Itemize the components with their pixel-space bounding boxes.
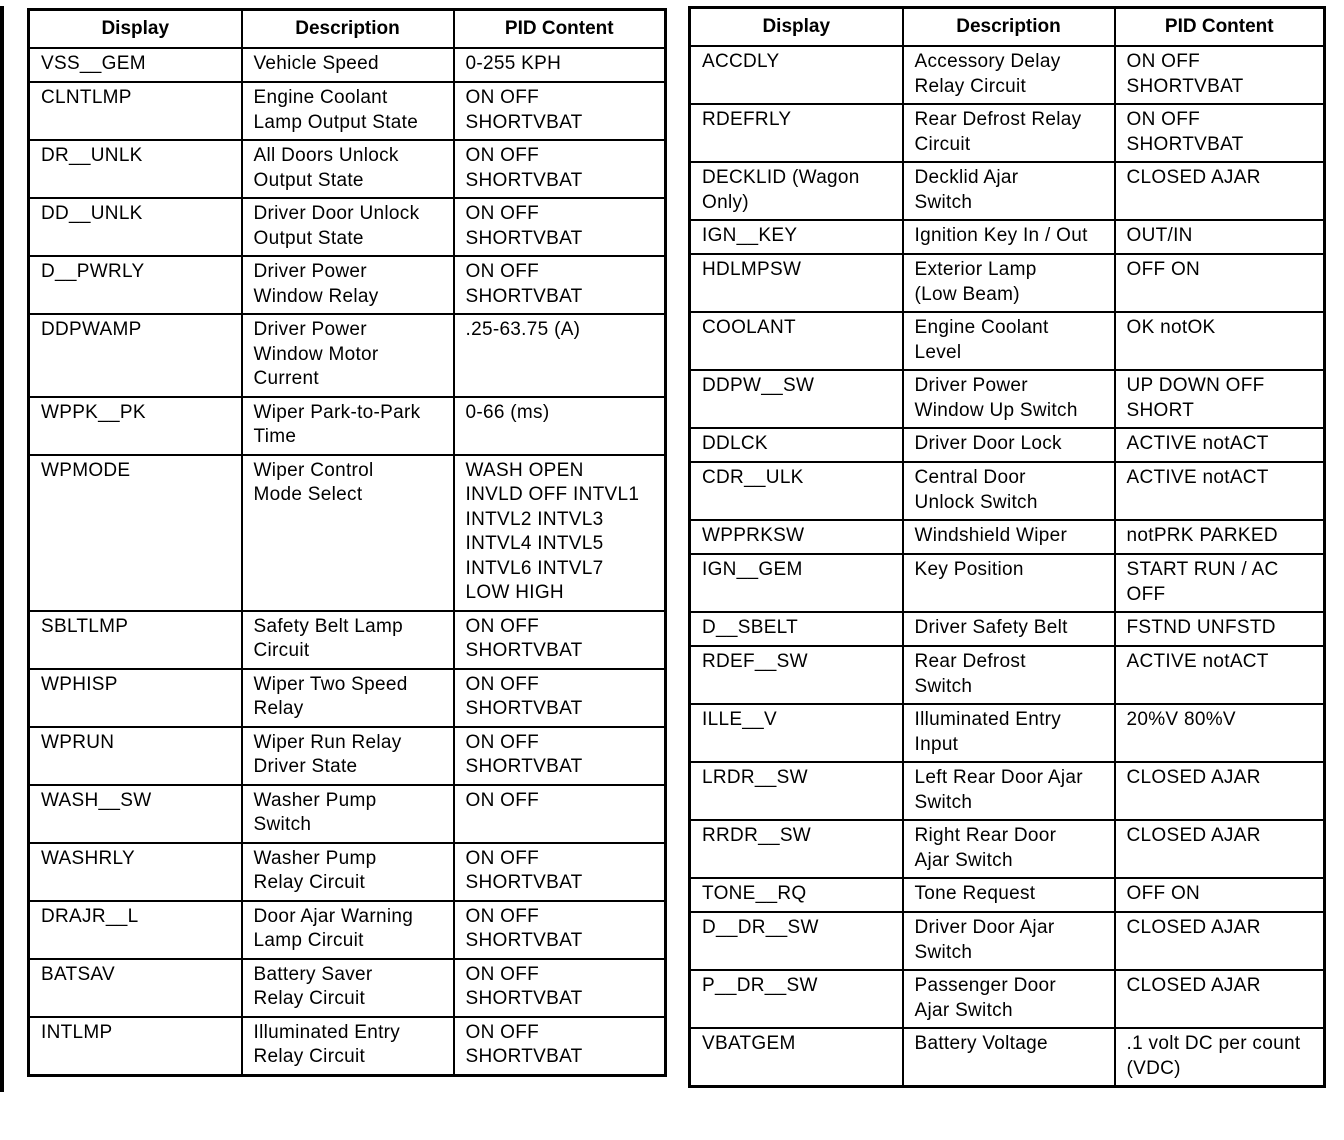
description-cell: Ignition Key In / Out — [903, 220, 1115, 254]
display-cell: D__DR__SW — [690, 912, 903, 970]
description-cell: Driver Safety Belt — [903, 612, 1115, 646]
description-cell: Wiper Control Mode Select — [242, 455, 454, 611]
description-cell: Vehicle Speed — [242, 48, 454, 82]
description-cell: All Doors Unlock Output State — [242, 140, 454, 198]
description-cell: Battery Voltage — [903, 1028, 1115, 1087]
header-pid-content: PID Content — [1115, 8, 1325, 47]
pid-content-cell: ACTIVE notACT — [1115, 462, 1325, 520]
pid-content-cell: 0-255 KPH — [454, 48, 666, 82]
display-cell: DDPWAMP — [29, 314, 242, 397]
pid-content-cell: CLOSED AJAR — [1115, 970, 1325, 1028]
display-cell: ILLE__V — [690, 704, 903, 762]
description-cell: Battery Saver Relay Circuit — [242, 959, 454, 1017]
display-cell: SBLTLMP — [29, 611, 242, 669]
display-cell: D__PWRLY — [29, 256, 242, 314]
description-cell: Wiper Park-to-Park Time — [242, 397, 454, 455]
description-cell: Tone Request — [903, 878, 1115, 912]
table-row — [690, 820, 1325, 878]
pid-content-cell: CLOSED AJAR — [1115, 820, 1325, 878]
description-cell: Driver Door Ajar Switch — [903, 912, 1115, 970]
display-cell: DRAJR__L — [29, 901, 242, 959]
pid-table-right — [688, 6, 1326, 1088]
pid-content-cell: ON OFF SHORTVBAT — [454, 843, 666, 901]
pid-content-cell: 0-66 (ms) — [454, 397, 666, 455]
table-row — [690, 554, 1325, 612]
description-cell: Decklid Ajar Switch — [903, 162, 1115, 220]
table-row — [29, 256, 666, 314]
table-row — [29, 843, 666, 901]
table-row — [690, 704, 1325, 762]
pid-content-cell: ON OFF SHORTVBAT — [454, 1017, 666, 1076]
display-cell: DR__UNLK — [29, 140, 242, 198]
pid-content-cell: WASH OPEN INVLD OFF INTVL1 INTVL2 INTVL3 INTVL4 INTVL5 INTVL6 INTVL7 LOW HIGH — [454, 455, 666, 611]
description-cell: Safety Belt Lamp Circuit — [242, 611, 454, 669]
description-cell: Exterior Lamp (Low Beam) — [903, 254, 1115, 312]
display-cell: WPPK__PK — [29, 397, 242, 455]
table-row — [690, 462, 1325, 520]
display-cell: WASHRLY — [29, 843, 242, 901]
display-cell: COOLANT — [690, 312, 903, 370]
display-cell: WPHISP — [29, 669, 242, 727]
table-row — [29, 959, 666, 1017]
pid-content-cell: CLOSED AJAR — [1115, 912, 1325, 970]
table-row — [690, 104, 1325, 162]
description-cell: Rear Defrost Relay Circuit — [903, 104, 1115, 162]
pid-content-cell: ACTIVE notACT — [1115, 646, 1325, 704]
header-row — [690, 8, 1325, 47]
description-cell: Washer Pump Relay Circuit — [242, 843, 454, 901]
table-row — [29, 82, 666, 140]
display-cell: LRDR__SW — [690, 762, 903, 820]
pid-content-cell: OFF ON — [1115, 878, 1325, 912]
table-row — [690, 46, 1325, 104]
description-cell: Key Position — [903, 554, 1115, 612]
description-cell: Illuminated Entry Relay Circuit — [242, 1017, 454, 1076]
display-cell: WPPRKSW — [690, 520, 903, 554]
table-row — [690, 762, 1325, 820]
display-cell: VSS__GEM — [29, 48, 242, 82]
pid-content-cell: OK notOK — [1115, 312, 1325, 370]
display-cell: IGN__KEY — [690, 220, 903, 254]
pid-content-cell: OFF ON — [1115, 254, 1325, 312]
pid-content-cell: ON OFF SHORTVBAT — [454, 901, 666, 959]
table-row — [29, 785, 666, 843]
display-cell: DD__UNLK — [29, 198, 242, 256]
table-row — [690, 1028, 1325, 1087]
description-cell: Rear Defrost Switch — [903, 646, 1115, 704]
display-cell: VBATGEM — [690, 1028, 903, 1087]
pid-content-cell: .1 volt DC per count (VDC) — [1115, 1028, 1325, 1087]
description-cell: Central Door Unlock Switch — [903, 462, 1115, 520]
description-cell: Driver Door Lock — [903, 428, 1115, 462]
pid-content-cell: START RUN / AC OFF — [1115, 554, 1325, 612]
header-pid-content: PID Content — [454, 10, 666, 49]
display-cell: RDEF__SW — [690, 646, 903, 704]
pid-content-cell: ACTIVE notACT — [1115, 428, 1325, 462]
table-row — [29, 314, 666, 397]
description-cell: Engine Coolant Level — [903, 312, 1115, 370]
display-cell: P__DR__SW — [690, 970, 903, 1028]
table-row — [29, 198, 666, 256]
description-cell: Wiper Two Speed Relay — [242, 669, 454, 727]
pid-content-cell: ON OFF — [454, 785, 666, 843]
display-cell: CDR__ULK — [690, 462, 903, 520]
pid-content-cell: ON OFF SHORTVBAT — [454, 198, 666, 256]
display-cell: RDEFRLY — [690, 104, 903, 162]
header-row — [29, 10, 666, 49]
scan-edge-mark — [0, 6, 4, 1092]
pid-content-cell: UP DOWN OFF SHORT — [1115, 370, 1325, 428]
table-row — [690, 370, 1325, 428]
pid-content-cell: ON OFF SHORTVBAT — [454, 669, 666, 727]
display-cell: RRDR__SW — [690, 820, 903, 878]
display-cell: IGN__GEM — [690, 554, 903, 612]
pid-content-cell: ON OFF SHORTVBAT — [454, 140, 666, 198]
display-cell: WPMODE — [29, 455, 242, 611]
description-cell: Engine Coolant Lamp Output State — [242, 82, 454, 140]
description-cell: Wiper Run Relay Driver State — [242, 727, 454, 785]
display-cell: CLNTLMP — [29, 82, 242, 140]
description-cell: Driver Power Window Relay — [242, 256, 454, 314]
table-row — [29, 455, 666, 611]
table-row — [690, 220, 1325, 254]
pid-content-cell: OUT/IN — [1115, 220, 1325, 254]
table-row — [690, 254, 1325, 312]
display-cell: DDLCK — [690, 428, 903, 462]
pid-content-cell: .25-63.75 (A) — [454, 314, 666, 397]
display-cell: ACCDLY — [690, 46, 903, 104]
right-table-body — [690, 46, 1325, 1087]
display-cell: DDPW__SW — [690, 370, 903, 428]
table-row — [29, 669, 666, 727]
table-row — [690, 912, 1325, 970]
description-cell: Driver Power Window Motor Current — [242, 314, 454, 397]
table-row — [690, 878, 1325, 912]
description-cell: Right Rear Door Ajar Switch — [903, 820, 1115, 878]
display-cell: TONE__RQ — [690, 878, 903, 912]
table-row — [29, 727, 666, 785]
pid-content-cell: ON OFF SHORTVBAT — [454, 959, 666, 1017]
table-row — [690, 312, 1325, 370]
pid-content-cell: ON OFF SHORTVBAT — [1115, 46, 1325, 104]
description-cell: Illuminated Entry Input — [903, 704, 1115, 762]
description-cell: Door Ajar Warning Lamp Circuit — [242, 901, 454, 959]
pid-content-cell: 20%V 80%V — [1115, 704, 1325, 762]
header-description: Description — [242, 10, 454, 49]
header-description: Description — [903, 8, 1115, 47]
pid-content-cell: ON OFF SHORTVBAT — [454, 82, 666, 140]
pid-content-cell: FSTND UNFSTD — [1115, 612, 1325, 646]
display-cell: DECKLID (Wagon Only) — [690, 162, 903, 220]
description-cell: Washer Pump Switch — [242, 785, 454, 843]
display-cell: WPRUN — [29, 727, 242, 785]
pid-content-cell: ON OFF SHORTVBAT — [454, 611, 666, 669]
pid-content-cell: ON OFF SHORTVBAT — [454, 256, 666, 314]
pid-content-cell: CLOSED AJAR — [1115, 762, 1325, 820]
pid-content-cell: notPRK PARKED — [1115, 520, 1325, 554]
table-row — [29, 1017, 666, 1076]
pid-table-left — [27, 8, 667, 1077]
header-display: Display — [690, 8, 903, 47]
table-row — [29, 611, 666, 669]
table-row — [690, 970, 1325, 1028]
header-display: Display — [29, 10, 242, 49]
display-cell: INTLMP — [29, 1017, 242, 1076]
table-row — [690, 162, 1325, 220]
table-row — [690, 612, 1325, 646]
pid-content-cell: CLOSED AJAR — [1115, 162, 1325, 220]
table-row — [690, 646, 1325, 704]
display-cell: HDLMPSW — [690, 254, 903, 312]
table-row — [29, 397, 666, 455]
pid-content-cell: ON OFF SHORTVBAT — [454, 727, 666, 785]
table-row — [690, 428, 1325, 462]
left-table-body — [29, 48, 666, 1075]
description-cell: Left Rear Door Ajar Switch — [903, 762, 1115, 820]
description-cell: Windshield Wiper — [903, 520, 1115, 554]
display-cell: BATSAV — [29, 959, 242, 1017]
description-cell: Accessory Delay Relay Circuit — [903, 46, 1115, 104]
description-cell: Driver Door Unlock Output State — [242, 198, 454, 256]
table-row — [29, 901, 666, 959]
table-row — [690, 520, 1325, 554]
display-cell: WASH__SW — [29, 785, 242, 843]
description-cell: Driver Power Window Up Switch — [903, 370, 1115, 428]
table-row — [29, 48, 666, 82]
description-cell: Passenger Door Ajar Switch — [903, 970, 1115, 1028]
display-cell: D__SBELT — [690, 612, 903, 646]
pid-content-cell: ON OFF SHORTVBAT — [1115, 104, 1325, 162]
table-row — [29, 140, 666, 198]
